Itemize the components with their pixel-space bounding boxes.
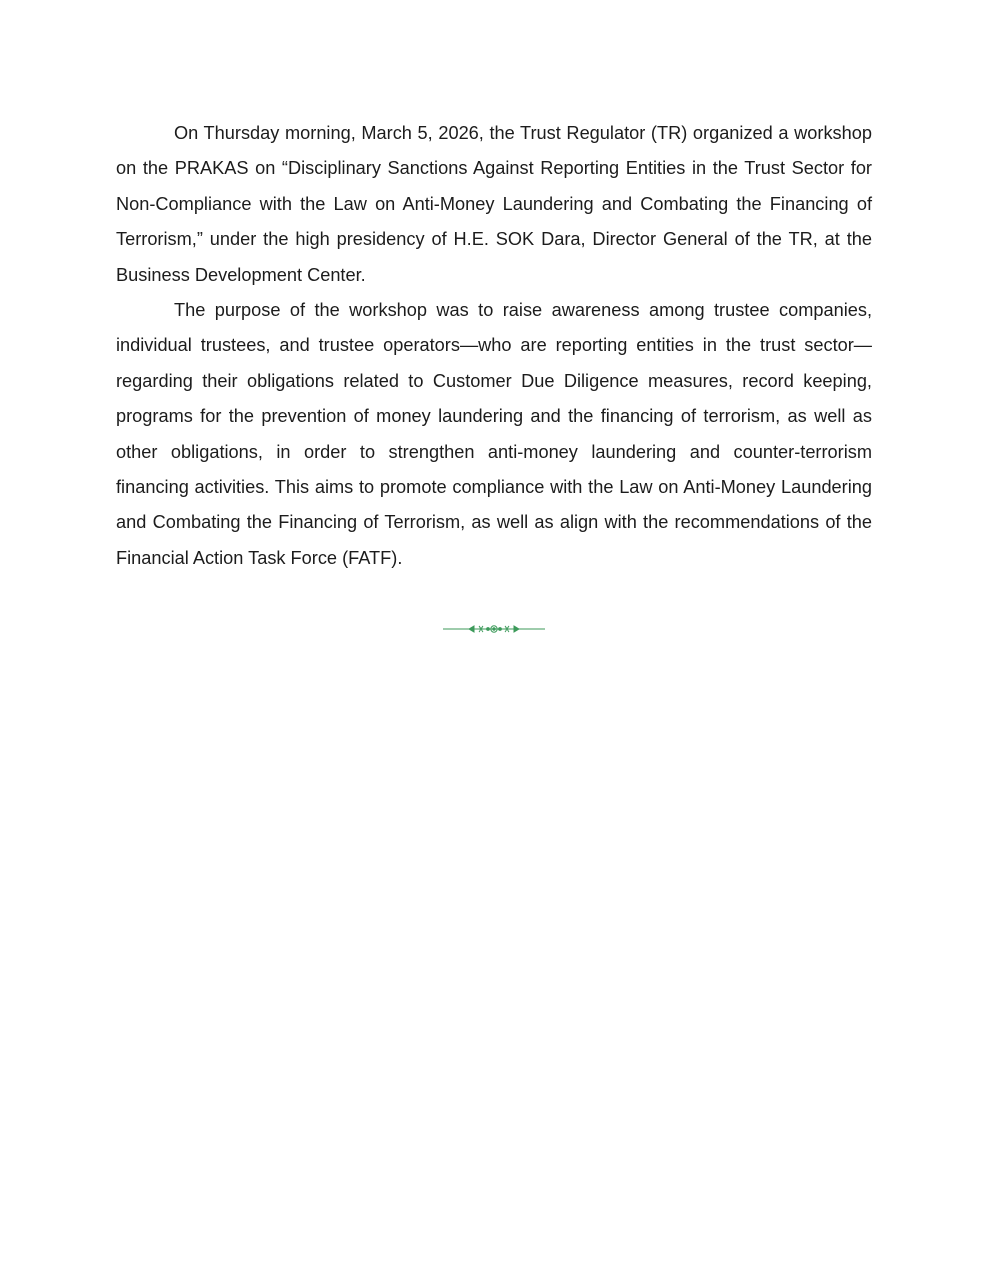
ornamental-divider-icon [443, 621, 545, 637]
document-body [116, 116, 872, 576]
paragraph-workshop-announcement: On Thursday morning, March 5, 2026, the Trust Regulator (TR) organized a workshop on the PRAKAS on “Disciplinary Sanctions Against Reporting Entities in the Trust Sector for Non-Compliance with the Law on Anti-Money Laundering and Combating the Financing of Terrorism,” under the high presidency of H.E. SOK Dara, Director General of the TR, at the Business Development Center. [116, 123, 872, 285]
paragraph-workshop-purpose: The purpose of the workshop was to raise awareness among trustee companies, individual trustees, and trustee operators—who are reporting entities in the trust sector—regarding their obligations related to Customer Due Diligence measures, record keeping, programs for the prevention of money laundering and the financing of terrorism, as well as other obligations, in order to strengthen anti-money laundering and counter-terrorism financing activities. This aims to promote compliance with the Law on Anti-Money Laundering and Combating the Financing of Terrorism, as well as align with the recommendations of the Financial Action Task Force (FATF). [116, 300, 872, 568]
